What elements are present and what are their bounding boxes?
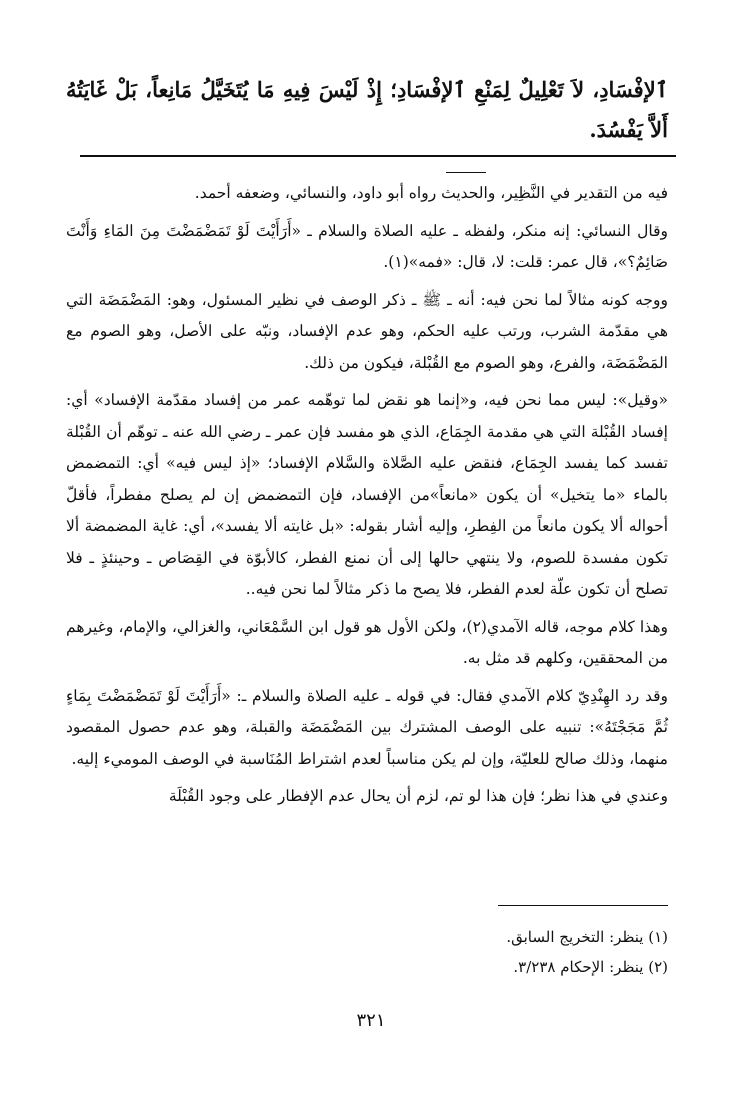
- paragraph: وعندي في هذا نظر؛ فإن هذا لو تم، لزم أن يحال عدم الإفطار على وجود القُبْلَة: [168, 787, 668, 805]
- paragraph: وقد رد الهِنْدِيّ كلام الآمدي فقال: في قوله ـ عليه الصلاة والسلام ـ: «أَرَأَيْتَ لَوْ تَمَضْمَضْتَ بِمَاءٍ ثُمَّ مَجَجْتَهُ»: تنبيه على الوصف المشترك بين المَضْمَضَة والقبلة، وهو عدم حصول المقصود منهما، وذلك صالح للعليّة، وإن لم يكن مناسباً لعدم اشتراط المُنَاسبة في الوصف الموميء إليه.: [66, 686, 668, 768]
- footnotes: [66, 922, 668, 982]
- footnote-rule: [498, 905, 668, 906]
- commentary: [66, 178, 668, 819]
- paragraph: ووجه كونه مثالاً لما نحن فيه: أنه ـ ﷺ ـ ذكر الوصف في نظير المسئول، وهو: المَضْمَضَة التي هي مقدّمة الشرب، ورتب عليه الحكم، وهو عدم الإفساد، ونبّه على الأصل، وهو الصوم مع المَضْمَضَة، والفرع، وهو الصوم مع القُبْلة، فيكون من ذلك.: [66, 290, 668, 372]
- paragraph: فيه من التقدير في النَّظِير، والحديث رواه أبو داود، والنسائي، وضعفه أحمد.: [194, 184, 668, 202]
- paragraph: وقال النسائي: إنه منكر، ولفظه ـ عليه الصلاة والسلام ـ «أَرَأَيْتَ لَوْ تَمَضْمَضْتَ مِنَ المَاءِ وَأَنْتَ صَائِمٌ؟»، قال عمر: قلت: لا، قال: «فمه»(١).: [66, 221, 668, 271]
- matn-text: ٱلإفْسَادِ، لاَ تَعْلِيلٌ لِمَنْعِ ٱلإفْسَادِ؛ إِذْ لَيْسَ فِيهِ مَا يُتَخَيَّلُ مَانِعاً، بَلْ غَايَتُهُ أَلاَّ يَفْسُدَ.: [66, 77, 668, 142]
- page-number: ٣٢١: [356, 1010, 386, 1031]
- separator-rule: [80, 155, 676, 157]
- short-rule: [446, 172, 486, 173]
- paragraph: «وقيل»: ليس مما نحن فيه، و«إنما هو نقض لما توهّمه عمر من إفساد مقدّمة الإفساد» أي: إفساد القُبْلة التي هي مقدمة الجِمَاع، الذي هو مفسد فإن عمر ـ رضي الله عنه ـ توهّم أن القُبْلة تفسد كما يفسد الجِمَاع، فنقض عليه الصَّلاة والسَّلام الإفساد؛ «إذ ليس فيه» أي: التمضمض بالماء «ما يتخيل» أن يكون «مانعاً»من الإفساد، فإن التمضمض إن لم يصلح مفطراً، فأقلّ أحواله ألا يكون مانعاً من الفِطرِ، وإليه أشار بقوله: «بل غايته ألا يفسد»، أي: غاية المضمضة ألا تكون مفسدة للصوم، ولا ينتهي حالها إلى أن نمنع الفطر، كالأبوّة في القِصَاص ـ وحينئذٍ ـ فلا تصلح أن تكون علّة لعدم الفطر، فلا يصح ما ذكر مثالاً لما نحن فيه..: [66, 391, 668, 598]
- paragraph: وهذا كلام موجه، قاله الآمدي(٢)، ولكن الأول هو قول ابن السَّمْعَاني، والغزالي، والإمام، وغيرهم من المحققين، وكلهم قد مثل به.: [66, 617, 668, 667]
- footnote: (٢) ينظر: الإحكام ٣/٢٣٨.: [513, 958, 668, 976]
- footnote: (١) ينظر: التخريج السابق.: [506, 928, 668, 946]
